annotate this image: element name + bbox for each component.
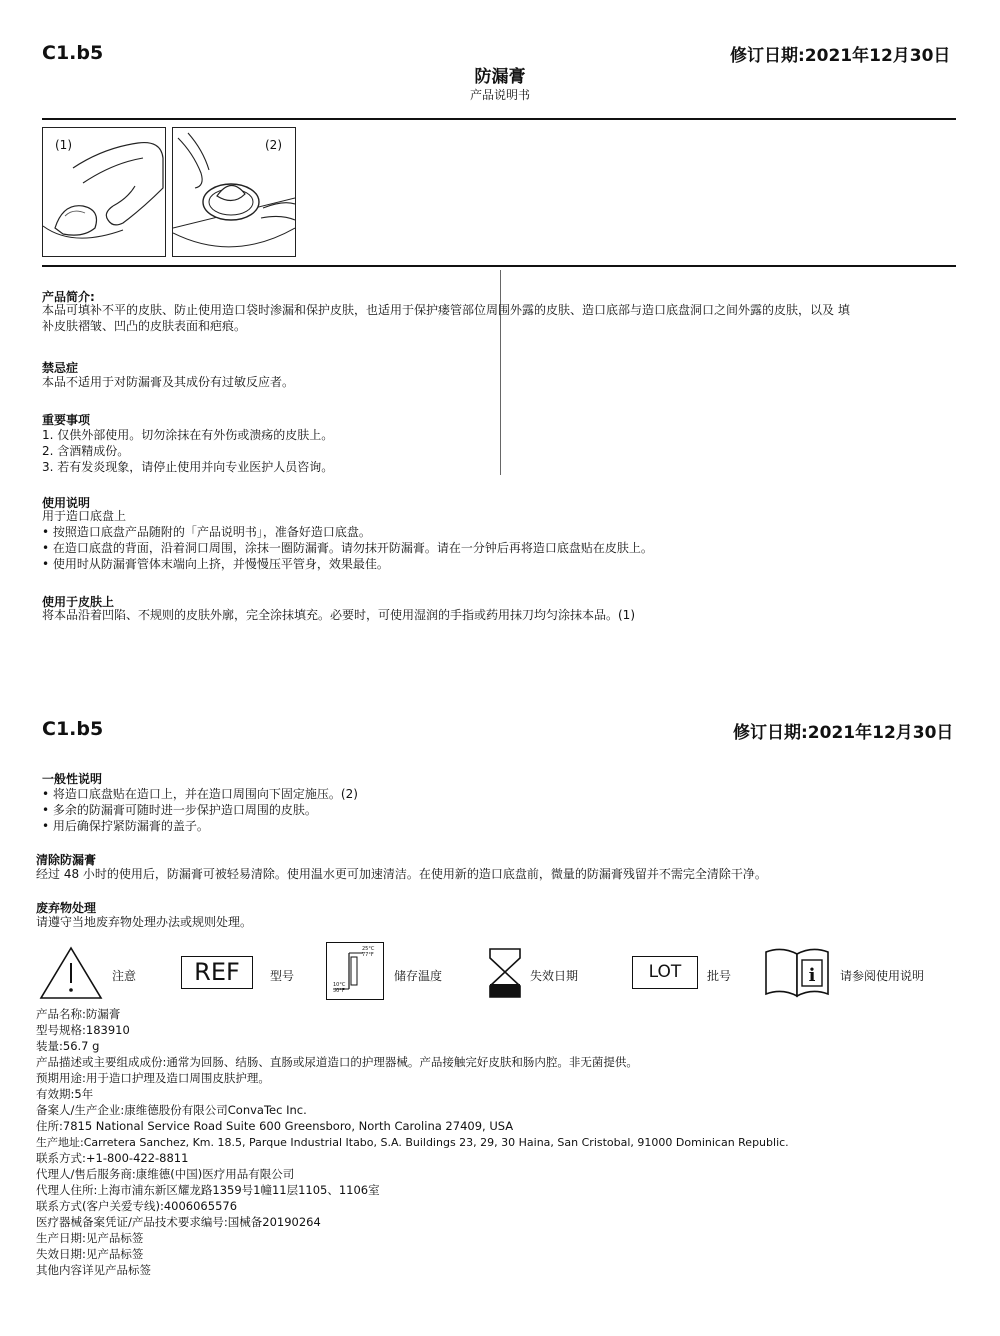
general-heading: 一般性说明: [42, 772, 103, 786]
revision-date: 修订日期:2021年12月30日: [730, 46, 951, 66]
lot-label: 批号: [707, 969, 732, 983]
storage-temperature-icon: [326, 942, 384, 1000]
general-item: • 多余的防漏膏可随时进一步保护造口周围的皮肤。: [42, 803, 317, 817]
product-info-line: 代理人/售后服务商:康维德(中国)医疗用品有限公司: [36, 1167, 295, 1181]
skin-text: 将本品沿着凹陷、不规则的皮肤外廓，完全涂抹填充。必要时，可使用湿润的手指或药用抹刀均匀涂抹本品。(1): [42, 608, 636, 622]
storage-temperature-label: 储存温度: [394, 969, 443, 983]
contraindication-text: 本品不适用于对防漏膏及其成份有过敏反应者。: [42, 375, 295, 389]
temp-high-f-label: 77°F: [362, 952, 374, 958]
removal-text: 经过 48 小时的使用后，防漏膏可被轻易清除。使用温水更可加速清洁。在使用新的造口底盘前，微量的防漏膏残留并不需完全清除干净。: [36, 867, 767, 881]
ref-label: 型号: [270, 969, 295, 983]
figure-rule: [42, 265, 956, 267]
document-code-page2: C1.b5: [42, 718, 104, 740]
top-rule: [42, 118, 956, 120]
product-info-line: 预期用途:用于造口护理及造口周围皮肤护理。: [36, 1071, 270, 1085]
important-heading: 重要事项: [42, 413, 91, 427]
figure-1-label: (1): [55, 138, 72, 152]
product-info-line: 生产日期:见产品标签: [36, 1231, 144, 1245]
general-item: • 用后确保拧紧防漏膏的盖子。: [42, 819, 209, 833]
product-info-line: 代理人住所:上海市浦东新区耀龙路1359号1幢11层1105、1106室: [36, 1183, 380, 1197]
product-info-line: 型号规格:183910: [36, 1023, 130, 1037]
product-info-line: 生产地址:Carretera Sanchez, Km. 18.5, Parque Industrial Itabo, S.A. Buildings 23, 29, 30 Haina, San Cristobal, 91000 Dominican Republic.: [36, 1136, 789, 1149]
temp-low-label: 10°C: [333, 982, 346, 988]
product-info-line: 医疗器械备案凭证/产品技术要求编号:国械备20190264: [36, 1215, 321, 1229]
product-info-line: 联系方式(客户关爱专线):4006065576: [36, 1199, 238, 1213]
important-item: 1. 仅供外部使用。切勿涂抹在有外伤或溃疡的皮肤上。: [42, 428, 334, 442]
temp-low-f-label: 50°F: [333, 988, 345, 994]
figure-2-label: (2): [265, 138, 282, 152]
document-code: C1.b5: [42, 42, 104, 64]
skin-heading: 使用于皮肤上: [42, 595, 115, 609]
usage-heading: 使用说明: [42, 496, 91, 510]
info-label: 请参阅使用说明: [840, 969, 925, 983]
revision-date-page2: 修订日期:2021年12月30日: [733, 723, 954, 743]
important-item: 3. 若有发炎现象，请停止使用并向专业医护人员咨询。: [42, 460, 334, 474]
general-item: • 将造口底盘贴在造口上，并在造口周围向下固定施压。(2): [42, 787, 358, 801]
page-subtitle: 产品说明书: [469, 88, 530, 102]
product-info-line: 装量:56.7 g: [36, 1039, 100, 1053]
expiry-label: 失效日期: [530, 969, 579, 983]
info-book-icon: [764, 944, 830, 1000]
removal-heading: 清除防漏膏: [36, 853, 97, 867]
illustration-apply-wafer: [172, 127, 296, 257]
disposal-text: 请遵守当地废弃物处理办法或规则处理。: [36, 915, 253, 929]
caution-label: 注意: [112, 969, 137, 983]
fold-line: [500, 270, 501, 475]
usage-subheading: 用于造口底盘上: [42, 509, 127, 523]
intro-heading: 产品简介:: [42, 290, 95, 304]
temp-high-label: 25°C: [362, 946, 375, 952]
intro-text-1: 本品可填补不平的皮肤、防止使用造口袋时渗漏和保护皮肤，也适用于保护瘘管部位周围外露的皮肤、造口底部与造口底盘洞口之间外露的皮肤，以及 填: [42, 303, 850, 317]
product-info-line: 其他内容详见产品标签: [36, 1263, 151, 1277]
product-info-line: 联系方式:+1-800-422-8811: [36, 1151, 189, 1165]
product-info-line: 住所:7815 National Service Road Suite 600 Greensboro, North Carolina 27409, USA: [36, 1119, 514, 1133]
usage-item: • 按照造口底盘产品随附的「产品说明书」，准备好造口底盘。: [42, 525, 371, 539]
product-info-line: 产品描述或主要组成成份:通常为回肠、结肠、直肠或尿道造口的护理器械。产品接触完好皮肤和肠内腔。非无菌提供。: [36, 1055, 638, 1069]
usage-item: • 使用时从防漏膏管体末端向上挤，并慢慢压平管身，效果最佳。: [42, 557, 389, 571]
intro-text-2: 补皮肤褶皱、凹凸的皮肤表面和疤痕。: [42, 319, 247, 333]
disposal-heading: 废弃物处理: [36, 901, 97, 915]
product-info-line: 失效日期:见产品标签: [36, 1247, 144, 1261]
contraindication-heading: 禁忌症: [42, 361, 79, 375]
illustration-apply-paste: [42, 127, 166, 257]
caution-icon: [38, 945, 104, 1001]
ref-symbol: REF: [181, 956, 253, 989]
product-info-line: 备案人/生产企业:康维德股份有限公司ConvaTec Inc.: [36, 1103, 307, 1117]
hourglass-icon: [487, 946, 523, 1000]
product-info-line: 产品名称:防漏膏: [36, 1007, 121, 1021]
product-info-line: 有效期:5年: [36, 1087, 94, 1101]
svg-text:i: i: [808, 965, 816, 986]
usage-item: • 在造口底盘的背面，沿着洞口周围，涂抹一圈防漏膏。请勿抹开防漏膏。请在一分钟后再将造口底盘贴在皮肤上。: [42, 541, 653, 555]
page-title: 防漏膏: [474, 67, 526, 87]
lot-symbol: LOT: [632, 956, 698, 989]
important-item: 2. 含酒精成份。: [42, 444, 130, 458]
